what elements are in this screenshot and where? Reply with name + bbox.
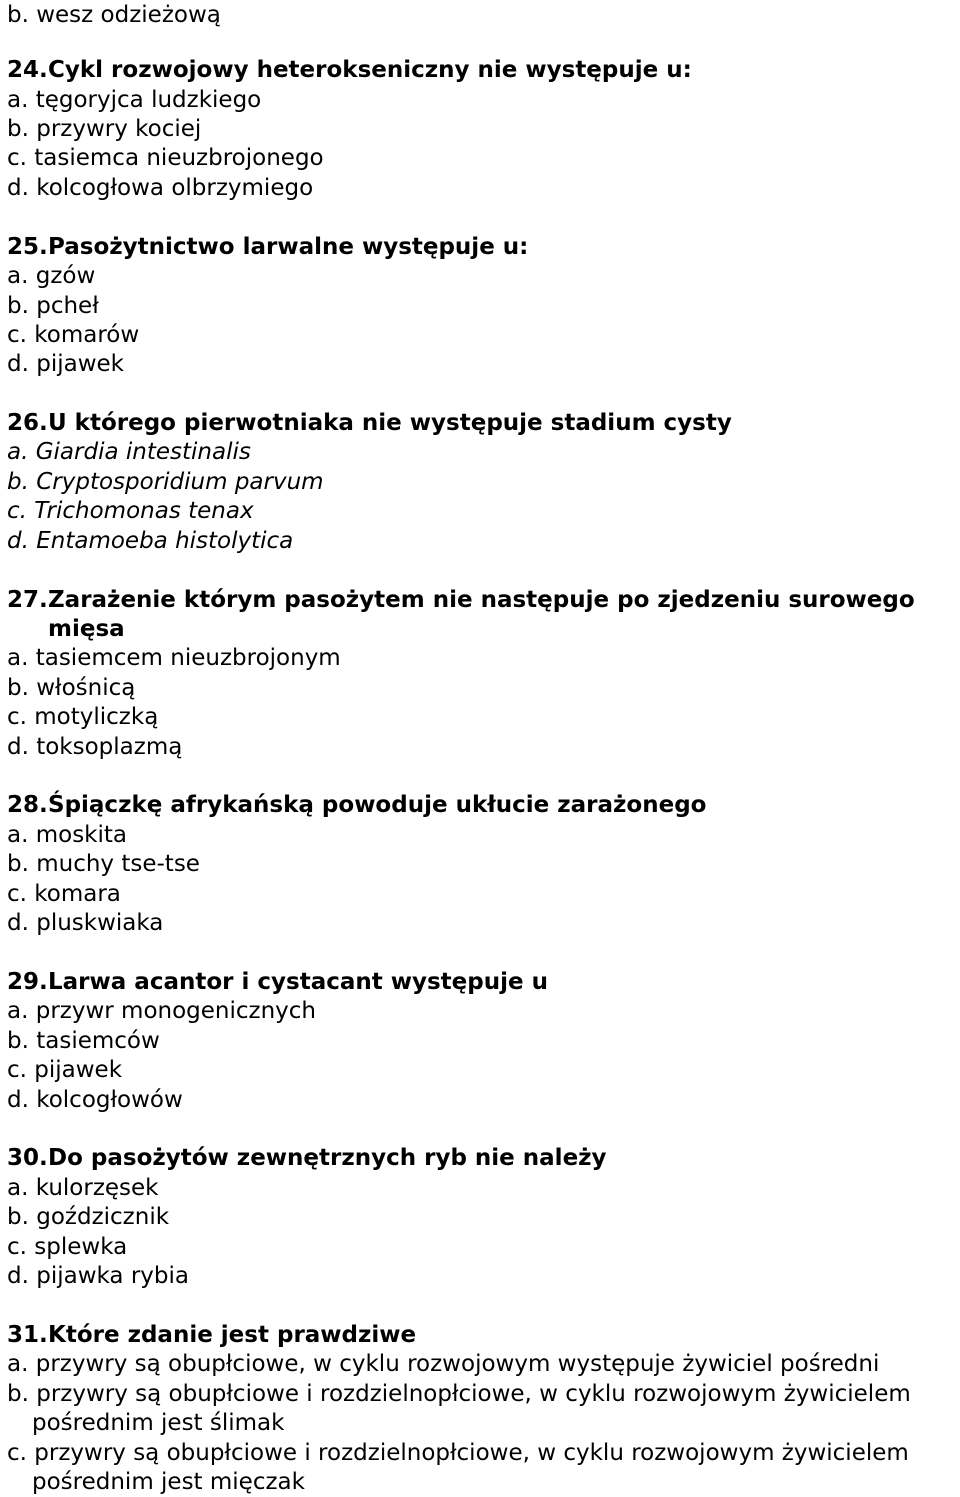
option-28d: d. pluskwiaka <box>7 910 164 936</box>
option-30a: a. kulorzęsek <box>7 1175 159 1201</box>
option-31c: c. przywry są obupłciowe i rozdzielnopłciowe, w cyklu rozwojowym żywicielem <box>7 1440 909 1466</box>
question-number: 31. <box>7 1322 48 1348</box>
question-27 <box>7 585 915 615</box>
option-25a: a. gzów <box>7 263 96 289</box>
question-number: 27. <box>7 587 48 613</box>
question-26 <box>7 408 732 438</box>
option-27c: c. motyliczką <box>7 704 159 730</box>
option-26d: d. Entamoeba histolytica <box>7 528 294 554</box>
question-number: 28. <box>7 792 48 818</box>
option-24b: b. przywry kociej <box>7 116 202 142</box>
option-30c: c. splewka <box>7 1234 128 1260</box>
option-31b: b. przywry są obupłciowe i rozdzielnopłciowe, w cyklu rozwojowym żywicielem <box>7 1381 911 1407</box>
option-29d: d. kolcogłowów <box>7 1087 183 1113</box>
option-29c: c. pijawek <box>7 1057 123 1083</box>
question-number: 29. <box>7 969 48 995</box>
question-30 <box>7 1143 607 1173</box>
question-number: 30. <box>7 1145 48 1171</box>
option-29b: b. tasiemców <box>7 1028 160 1054</box>
option-30d: d. pijawka rybia <box>7 1263 189 1289</box>
option-24d: d. kolcogłowa olbrzymiego <box>7 175 314 201</box>
option-24a: a. tęgoryjca ludzkiego <box>7 87 262 113</box>
option-31a: a. przywry są obupłciowe, w cyklu rozwojowym występuje żywiciel pośredni <box>7 1351 880 1377</box>
question-28 <box>7 790 706 820</box>
question-number: 26. <box>7 410 48 436</box>
option-27d: d. toksoplazmą <box>7 734 183 760</box>
question-24 <box>7 55 692 85</box>
question-text: Cykl rozwojowy heterokseniczny nie występuje u: <box>48 57 692 83</box>
option-25c: c. komarów <box>7 322 140 348</box>
question-text: Do pasożytów zewnętrznych ryb nie należy <box>48 1145 607 1171</box>
option-29a: a. przywr monogenicznych <box>7 998 317 1024</box>
question-text: Które zdanie jest prawdziwe <box>48 1322 417 1348</box>
question-29 <box>7 967 548 997</box>
question-number: 25. <box>7 234 48 260</box>
option-27b: b. włośnicą <box>7 675 136 701</box>
previous-answer: b. wesz odzieżową <box>7 2 221 28</box>
option-26c: c. Trichomonas tenax <box>7 498 254 524</box>
question-25 <box>7 232 528 262</box>
option-27a: a. tasiemcem nieuzbrojonym <box>7 645 341 671</box>
question-31 <box>7 1320 416 1350</box>
option-28a: a. moskita <box>7 822 127 848</box>
question-text: Śpiączkę afrykańską powoduje ukłucie zarażonego <box>48 792 707 818</box>
option-24c: c. tasiemca nieuzbrojonego <box>7 145 324 171</box>
option-31c-continuation: pośrednim jest mięczak <box>32 1469 305 1495</box>
question-text: Zarażenie którym pasożytem nie następuje po zjedzeniu surowego <box>48 587 915 613</box>
option-26b: b. Cryptosporidium parvum <box>7 469 324 495</box>
option-26a: a. Giardia intestinalis <box>7 439 251 465</box>
option-31b-continuation: pośrednim jest ślimak <box>32 1410 285 1436</box>
question-text: Larwa acantor i cystacant występuje u <box>48 969 548 995</box>
option-25d: d. pijawek <box>7 351 124 377</box>
option-28c: c. komara <box>7 881 121 907</box>
question-text: U którego pierwotniaka nie występuje stadium cysty <box>48 410 732 436</box>
option-28b: b. muchy tse-tse <box>7 851 200 877</box>
question-number: 24. <box>7 57 48 83</box>
question-text: Pasożytnictwo larwalne występuje u: <box>48 234 529 260</box>
option-30b: b. goździcznik <box>7 1204 170 1230</box>
option-25b: b. pcheł <box>7 293 99 319</box>
question-27-continuation: mięsa <box>48 616 125 642</box>
